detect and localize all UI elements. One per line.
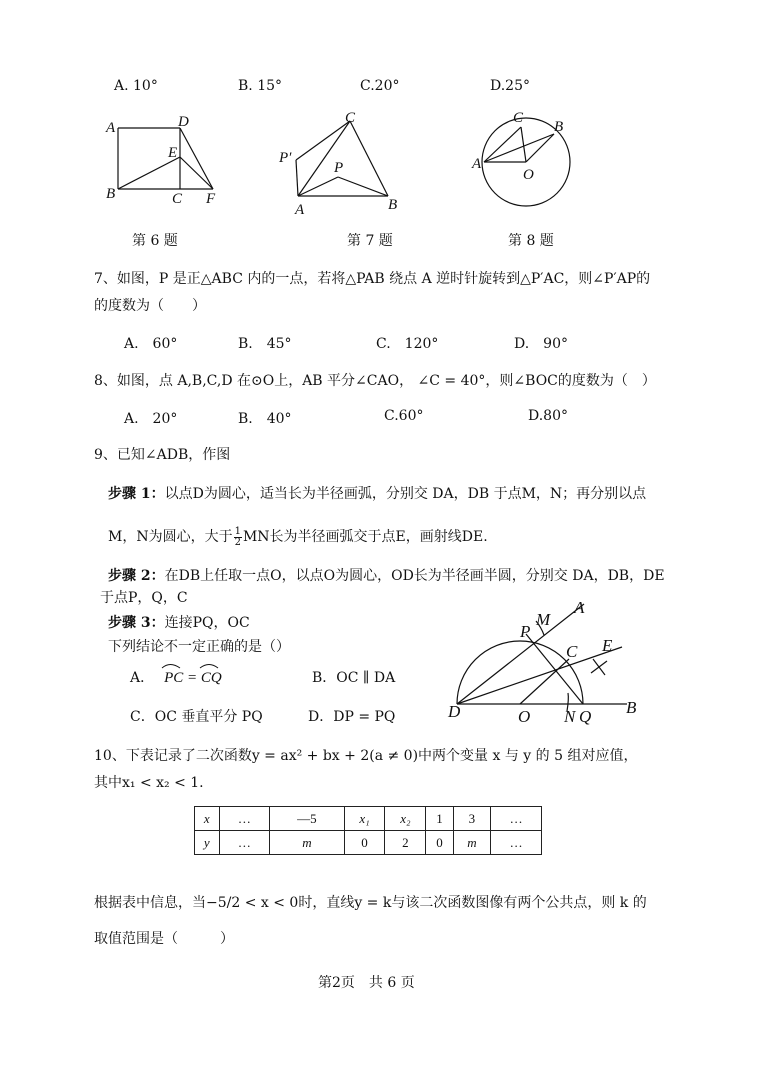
table-cell: —5 bbox=[270, 807, 344, 831]
q6-option-d: D.25° bbox=[490, 78, 530, 94]
q10-stem-line4: 取值范围是（ ） bbox=[94, 931, 234, 947]
figure-8 bbox=[470, 105, 600, 215]
fig6-label-f: F bbox=[206, 191, 216, 207]
fig9-label-n: N bbox=[564, 707, 576, 726]
arc-marks bbox=[160, 660, 230, 670]
q9-step1-line2 bbox=[108, 526, 488, 548]
frac-numerator: 1 bbox=[234, 525, 241, 537]
q9-step2-label: 步骤 2： bbox=[108, 568, 165, 584]
table-cell: m bbox=[453, 831, 491, 855]
fig8-label-b: B bbox=[554, 119, 564, 135]
q9-option-b: B．OC ∥ DA bbox=[312, 670, 396, 686]
q7-option-c: C. 120° bbox=[376, 336, 439, 352]
q6-option-c: C.20° bbox=[360, 78, 400, 94]
table-cell: 0 bbox=[426, 831, 453, 855]
fig8-label-o: O bbox=[523, 167, 534, 183]
frac-denominator: 2 bbox=[234, 536, 241, 548]
fig9-label-e: E bbox=[602, 636, 613, 655]
q9-step3-text: 连接PQ，OC bbox=[164, 615, 250, 631]
q9-option-a-math: PC = CQ bbox=[164, 670, 222, 686]
q10-stem-line3: 根据表中信息，当−5/2 < x < 0时，直线y = k与该二次函数图像有两个公共点，则 k 的 bbox=[94, 895, 647, 911]
q9-step1-text-b2: MN长为半径画弧交于点E，画射线DE. bbox=[242, 529, 488, 545]
table-row bbox=[195, 831, 542, 855]
q10-stem-line1: 10、下表记录了二次函数y = ax² + bx + 2(a ≠ 0)中两个变量 x 与 y 的 5 组对应值， bbox=[94, 748, 638, 764]
q10-stem-line2: 其中x₁ < x₂ < 1. bbox=[94, 775, 204, 791]
q9-step2-line2: 于点P，Q，C bbox=[100, 590, 188, 606]
fig9-label-p: P bbox=[520, 622, 531, 641]
q8-option-c: C.60° bbox=[384, 408, 424, 424]
q7-stem-line1: 7、如图，P 是正△ABC 内的一点，若将△PAB 绕点 A 逆时针旋转到△P′AC，则∠P′AP的 bbox=[94, 271, 651, 287]
q9-step1-text: 以点D为圆心，适当长为半径画弧，分别交 DA，DB 于点M，N；再分别以点 bbox=[164, 486, 647, 502]
figure-6 bbox=[100, 110, 230, 215]
table-cell: … bbox=[491, 807, 542, 831]
table-cell: 0 bbox=[344, 831, 385, 855]
q7-stem-line2: 的度数为（ ） bbox=[94, 298, 206, 314]
fig9-label-d: D bbox=[448, 702, 461, 721]
page-footer: 第2页 共 6 页 bbox=[318, 975, 415, 991]
table-cell: 1 bbox=[426, 807, 453, 831]
q9-step3 bbox=[108, 612, 250, 632]
q8-option-a: A. 20° bbox=[124, 411, 178, 427]
q7-option-b: B. 45° bbox=[238, 336, 292, 352]
table-cell: 3 bbox=[453, 807, 491, 831]
fig7-label-p: P bbox=[334, 160, 344, 176]
figure-7 bbox=[275, 105, 410, 220]
fig9-label-m: M bbox=[536, 610, 551, 629]
q6-option-b: B. 15° bbox=[238, 78, 283, 94]
q9-stem: 9、已知∠ADB，作图 bbox=[94, 447, 231, 463]
values-table bbox=[194, 806, 542, 855]
fig7-label-c: C bbox=[345, 110, 356, 126]
fig6-caption: 第 6 题 bbox=[132, 233, 178, 249]
q9-step2-text: 在DB上任取一点O，以点O为圆心，OD长为半径画半圆，分别交 DA，DB，DE bbox=[164, 568, 665, 584]
fraction-one-half bbox=[234, 527, 242, 548]
fig8-label-a: A bbox=[472, 156, 482, 172]
table-cell: … bbox=[491, 831, 542, 855]
table-cell: m bbox=[270, 831, 344, 855]
fig7-label-p-prime: P′ bbox=[279, 150, 292, 166]
table-cell: x bbox=[195, 807, 220, 831]
q9-option-a bbox=[130, 667, 222, 687]
fig6-label-c: C bbox=[172, 191, 183, 207]
q9-step1-text-b1: M，N为圆心，大于 bbox=[108, 529, 233, 545]
fig6-label-e: E bbox=[168, 145, 178, 161]
fig6-label-a: A bbox=[106, 120, 116, 136]
fig9-label-c: C bbox=[566, 642, 578, 661]
q9-option-c: C．OC 垂直平分 PQ bbox=[130, 709, 263, 725]
table-row bbox=[195, 807, 542, 831]
fig9-label-o: O bbox=[518, 707, 531, 726]
q8-option-d: D.80° bbox=[528, 408, 568, 424]
q9-option-a-prefix: A． bbox=[130, 670, 155, 686]
fig9-label-a: A bbox=[574, 598, 585, 617]
fig8-label-c: C bbox=[513, 110, 524, 126]
table-cell: 2 bbox=[385, 831, 426, 855]
fig6-label-b: B bbox=[106, 186, 116, 202]
q8-option-b: B. 40° bbox=[238, 411, 292, 427]
q9-step1-line1 bbox=[108, 483, 646, 503]
table-cell: … bbox=[219, 831, 270, 855]
q9-step2-line1 bbox=[108, 565, 665, 585]
fig9-label-q: Q bbox=[579, 707, 592, 726]
figure-9 bbox=[440, 595, 650, 725]
fig7-caption: 第 7 题 bbox=[347, 233, 393, 249]
q9-step1-label: 步骤 1： bbox=[108, 486, 165, 502]
q7-option-a: A. 60° bbox=[124, 336, 178, 352]
q9-option-d: D．DP = PQ bbox=[308, 709, 396, 725]
fig8-caption: 第 8 题 bbox=[508, 233, 554, 249]
fig9-label-b: B bbox=[626, 698, 637, 717]
q7-option-d: D. 90° bbox=[514, 336, 568, 352]
q9-prompt: 下列结论不一定正确的是（） bbox=[108, 639, 290, 655]
q6-option-a: A. 10° bbox=[114, 78, 158, 94]
q9-step3-label: 步骤 3： bbox=[108, 615, 165, 631]
q8-stem: 8、如图，点 A,B,C,D 在⊙O上，AB 平分∠CAO， ∠C = 40°，则∠BOC的度数为（ ） bbox=[94, 373, 656, 389]
fig7-label-a: A bbox=[295, 202, 305, 218]
table-cell: y bbox=[195, 831, 220, 855]
table-cell: x₂ bbox=[385, 807, 426, 831]
table-cell: x₁ bbox=[344, 807, 385, 831]
fig6-label-d: D bbox=[178, 114, 189, 130]
fig7-label-b: B bbox=[388, 197, 398, 213]
table-cell: … bbox=[219, 807, 270, 831]
